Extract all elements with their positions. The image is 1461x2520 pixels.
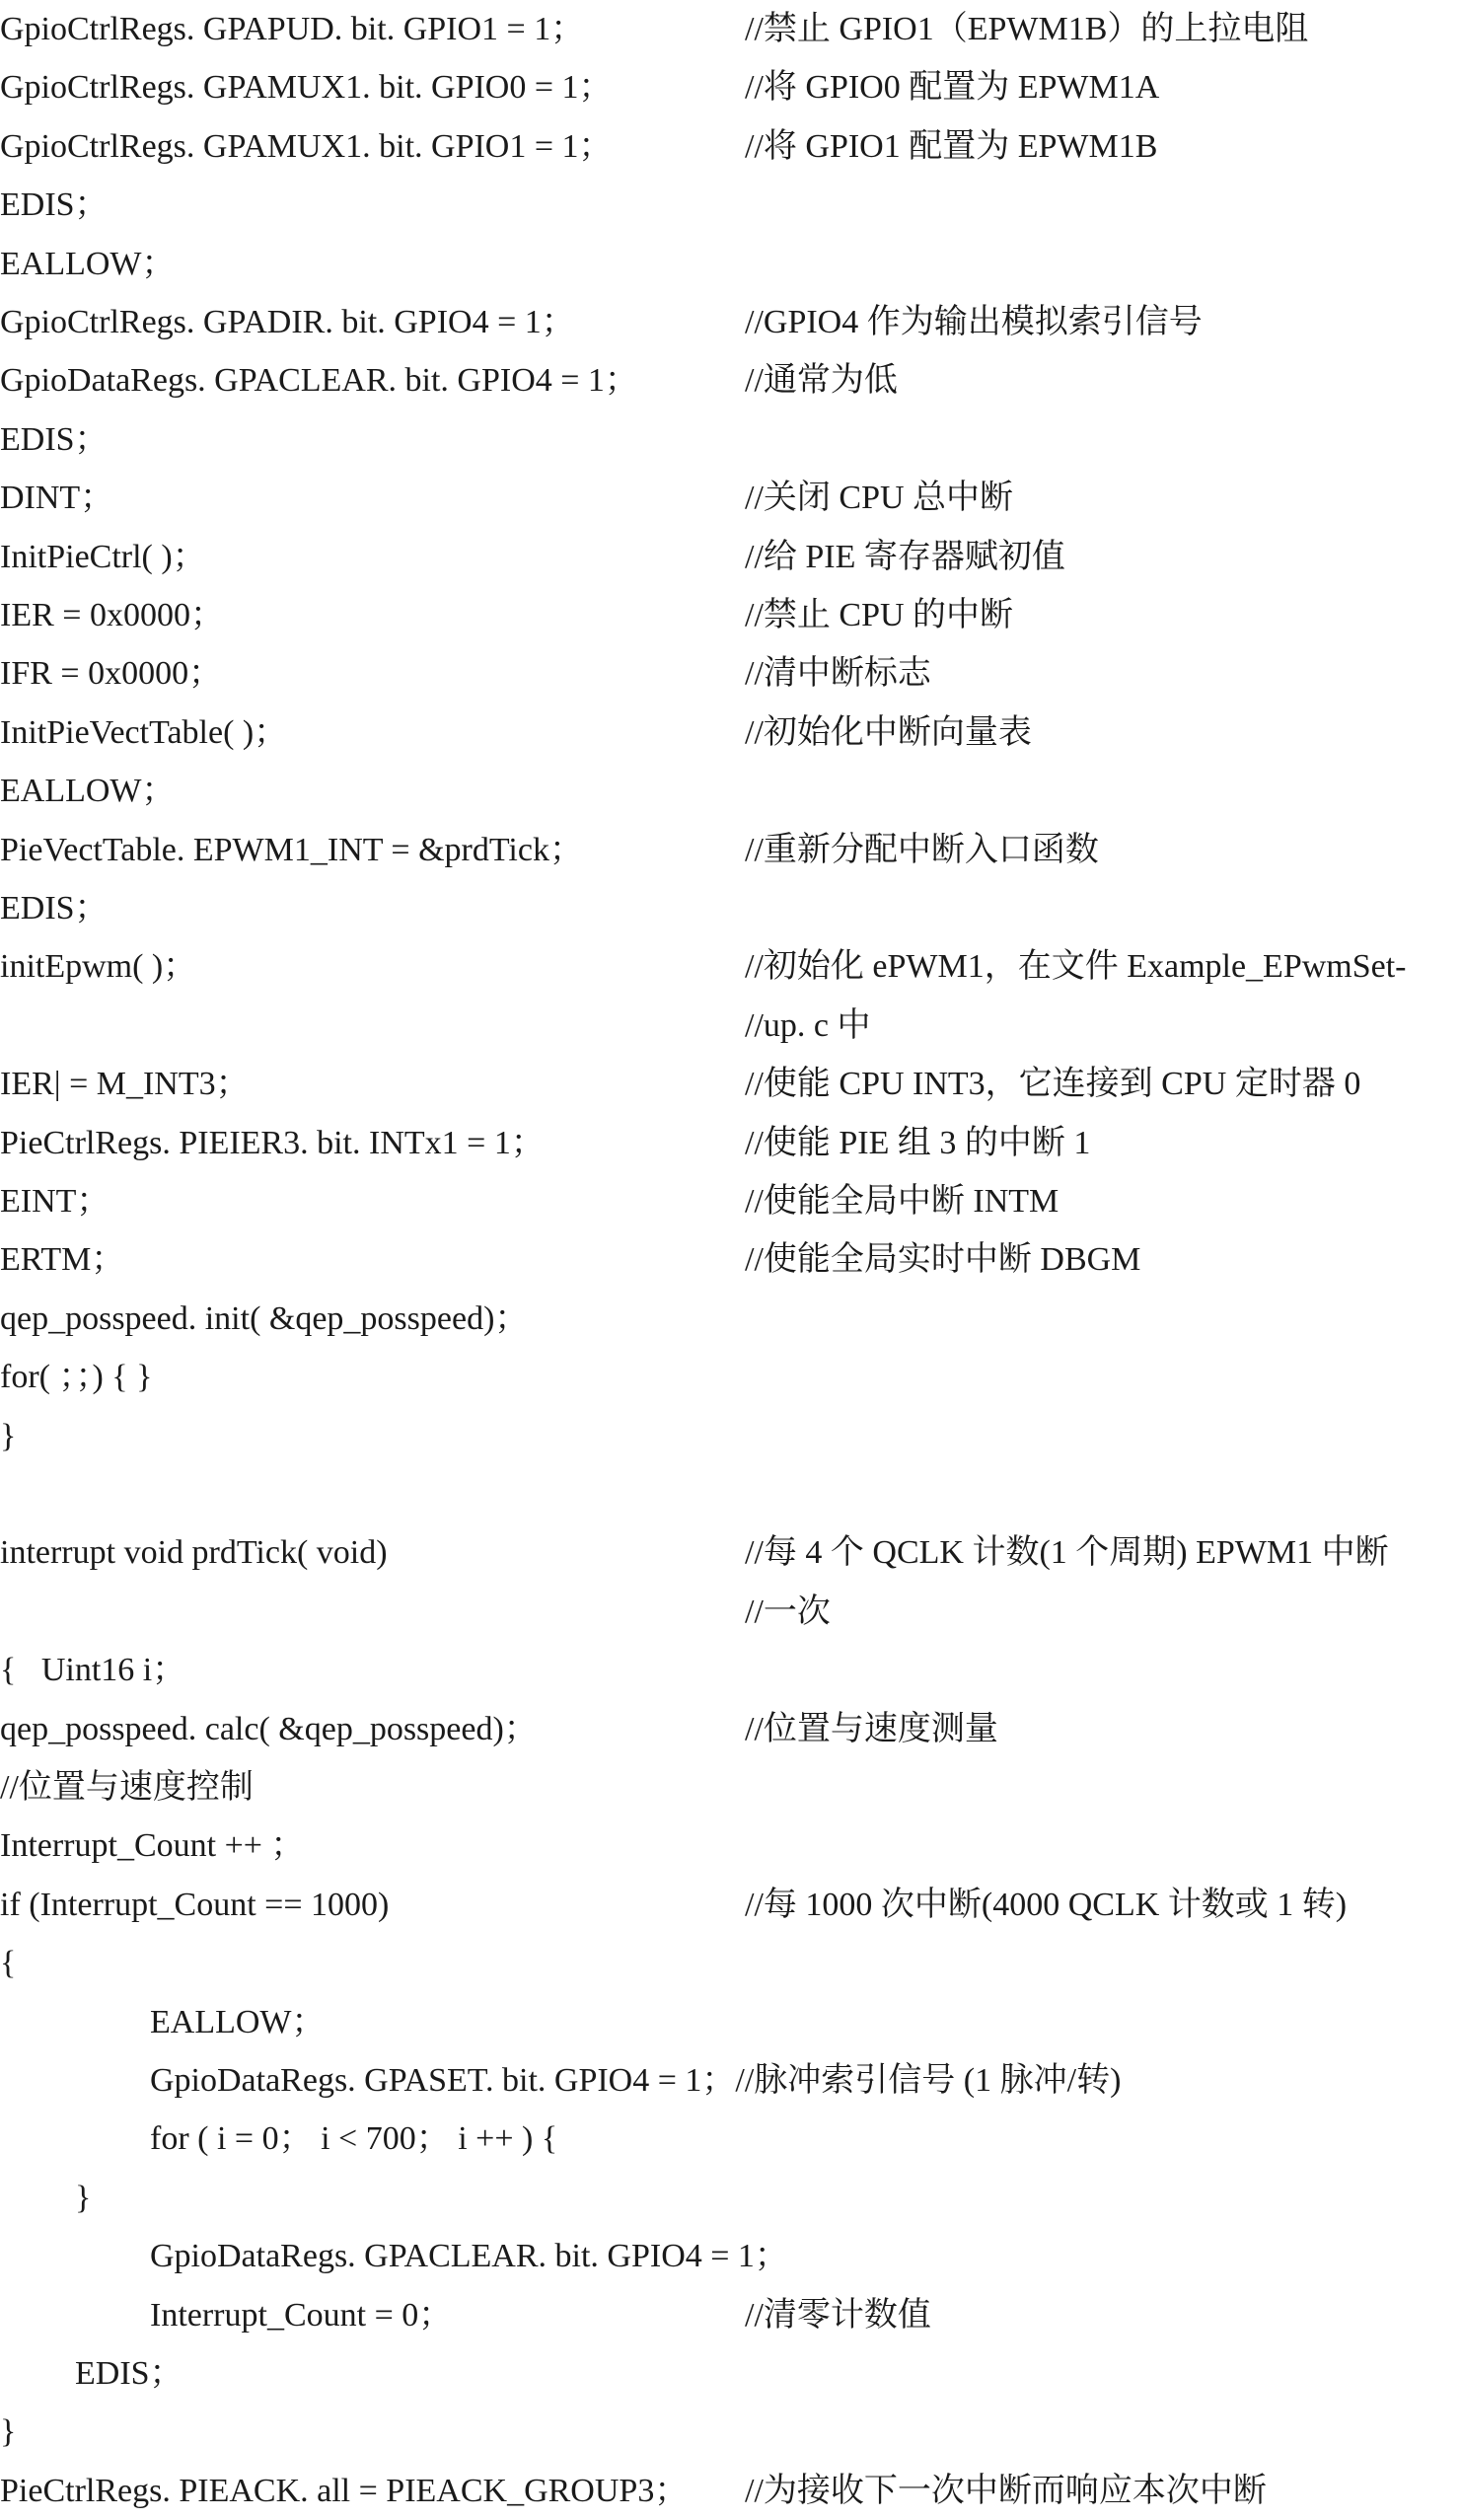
code-line: [0, 1172, 1461, 1230]
code-text: EINT；: [0, 1183, 110, 1220]
code-text: }: [75, 2179, 92, 2216]
code-text: GpioDataRegs. GPACLEAR. bit. GPIO4 = 1；: [150, 2238, 788, 2275]
code-comment: //使能 CPU INT3，它连接到 CPU 定时器 0: [745, 1066, 1361, 1103]
code-line: [0, 704, 1461, 762]
code-comment: //将 GPIO0 配置为 EPWM1A: [745, 69, 1160, 107]
code-line: [0, 2051, 1461, 2110]
code-line: [0, 762, 1461, 820]
code-text: { Uint16 i；: [0, 1652, 186, 1689]
code-comment: //GPIO4 作为输出模拟索引信号: [745, 304, 1203, 340]
code-text: PieCtrlRegs. PIEIER3. bit. INTx1 = 1；: [0, 1124, 545, 1161]
code-comment: //每 1000 次中断(4000 QCLK 计数或 1 转): [745, 1886, 1348, 1923]
code-line: [0, 0, 1461, 58]
code-text: for ( i = 0； i < 700； i ++ ) {: [150, 2120, 558, 2158]
code-text: EALLOW；: [150, 2003, 326, 2040]
code-text: PieCtrlRegs. PIEACK. all = PIEACK_GROUP3；: [0, 2472, 689, 2509]
code-line: [0, 1993, 1461, 2051]
code-line: [0, 1290, 1461, 1348]
code-line: [0, 586, 1461, 644]
code-comment: //将 GPIO1 配置为 EPWM1B: [745, 127, 1158, 165]
code-comment: //通常为低: [745, 362, 898, 400]
code-line: [0, 1465, 1461, 1523]
code-line: [0, 1758, 1461, 1816]
code-line: [0, 1348, 1461, 1406]
code-comment: //禁止 GPIO1（EPWM1B）的上拉电阻: [745, 11, 1309, 47]
code-text: //位置与速度控制: [0, 1769, 254, 1806]
code-comment: //初始化 ePWM1，在文件 Example_EPwmSet-: [745, 948, 1407, 986]
code-text: EDIS；: [75, 2355, 183, 2392]
code-line: [0, 351, 1461, 409]
code-text: EALLOW；: [0, 245, 176, 282]
code-line: [0, 879, 1461, 937]
code-text: if (Interrupt_Count == 1000): [0, 1886, 390, 1923]
code-line: [0, 410, 1461, 469]
code-line: [0, 821, 1461, 879]
code-line: [0, 2286, 1461, 2344]
code-text: IER = 0x0000；: [0, 597, 224, 633]
code-line: [0, 2227, 1461, 2285]
code-line: [0, 2169, 1461, 2227]
code-line: [0, 1055, 1461, 1113]
code-text: GpioCtrlRegs. GPADIR. bit. GPIO4 = 1；: [0, 304, 575, 340]
code-comment: //清中断标志: [745, 655, 931, 693]
code-text: IER| = M_INT3；: [0, 1066, 250, 1103]
code-comment: //关闭 CPU 总中断: [745, 480, 1014, 517]
code-line: [0, 1523, 1461, 1582]
code-line: [0, 1934, 1461, 1992]
code-comment: //使能 PIE 组 3 的中断 1: [745, 1124, 1091, 1161]
code-line: [0, 1114, 1461, 1172]
code-comment: //为接收下一次中断而响应本次中断: [745, 2472, 1267, 2509]
code-text: GpioCtrlRegs. GPAMUX1. bit. GPIO0 = 1；: [0, 69, 613, 107]
code-line: [0, 58, 1461, 116]
code-text: qep_posspeed. init( &qep_posspeed)；: [0, 1299, 529, 1337]
code-comment: //每 4 个 QCLK 计数(1 个周期) EPWM1 中断: [745, 1534, 1389, 1572]
code-text: ERTM；: [0, 1241, 125, 1279]
code-comment: //清零计数值: [745, 2296, 931, 2334]
code-line: [0, 117, 1461, 176]
code-text: EDIS；: [0, 186, 109, 224]
code-text: PieVectTable. EPWM1_INT = &prdTick；: [0, 831, 583, 868]
code-text: Interrupt_Count = 0；: [150, 2296, 453, 2334]
code-line: [0, 1816, 1461, 1875]
code-text: EDIS；: [0, 890, 109, 926]
code-line: [0, 1407, 1461, 1465]
code-text: IFR = 0x0000；: [0, 655, 223, 693]
code-comment: //使能全局实时中断 DBGM: [745, 1241, 1141, 1279]
code-line: [0, 937, 1461, 996]
code-text: initEpwm( )；: [0, 948, 197, 986]
code-comment: //给 PIE 寄存器赋初值: [745, 538, 1065, 575]
code-line: [0, 235, 1461, 293]
code-line: [0, 2344, 1461, 2403]
code-line: [0, 2403, 1461, 2461]
code-text: }: [0, 2413, 17, 2451]
code-line: [0, 1641, 1461, 1699]
code-comment: //位置与速度测量: [745, 1710, 998, 1747]
code-text: EDIS；: [0, 420, 109, 458]
code-comment: //初始化中断向量表: [745, 713, 1032, 751]
code-text: EALLOW；: [0, 773, 176, 810]
code-line: [0, 1230, 1461, 1289]
code-text: {: [0, 1945, 17, 1982]
code-text: for( ；；) { }: [0, 1359, 153, 1396]
code-line: [0, 1876, 1461, 1934]
code-line: [0, 2110, 1461, 2168]
code-text: }: [0, 1417, 17, 1454]
code-comment: //一次: [745, 1593, 831, 1630]
code-text: InitPieVectTable( )；: [0, 713, 288, 751]
code-text: GpioDataRegs. GPACLEAR. bit. GPIO4 = 1；: [0, 362, 638, 400]
code-text: DINT；: [0, 480, 114, 517]
code-line: [0, 644, 1461, 703]
code-comment: //up. c 中: [745, 1006, 871, 1044]
code-line: [0, 2462, 1461, 2520]
code-text: InitPieCtrl( )；: [0, 538, 206, 575]
code-line: [0, 528, 1461, 586]
code-line: [0, 1700, 1461, 1758]
code-text: qep_posspeed. calc( &qep_posspeed)；: [0, 1710, 538, 1747]
code-comment: //禁止 CPU 的中断: [745, 597, 1014, 633]
code-line: [0, 176, 1461, 234]
code-text: GpioCtrlRegs. GPAPUD. bit. GPIO1 = 1；: [0, 11, 585, 47]
code-line: [0, 1583, 1461, 1641]
code-line: [0, 469, 1461, 527]
code-line: [0, 997, 1461, 1055]
code-text: interrupt void prdTick( void): [0, 1534, 388, 1572]
code-line: [0, 293, 1461, 351]
code-text: GpioDataRegs. GPASET. bit. GPIO4 = 1；//脉冲索引信号 (1 脉冲/转): [150, 2062, 1122, 2099]
code-comment: //使能全局中断 INTM: [745, 1183, 1059, 1220]
code-text: GpioCtrlRegs. GPAMUX1. bit. GPIO1 = 1；: [0, 127, 613, 165]
code-text: Interrupt_Count ++ ；: [0, 1827, 305, 1865]
code-comment: //重新分配中断入口函数: [745, 831, 1099, 868]
